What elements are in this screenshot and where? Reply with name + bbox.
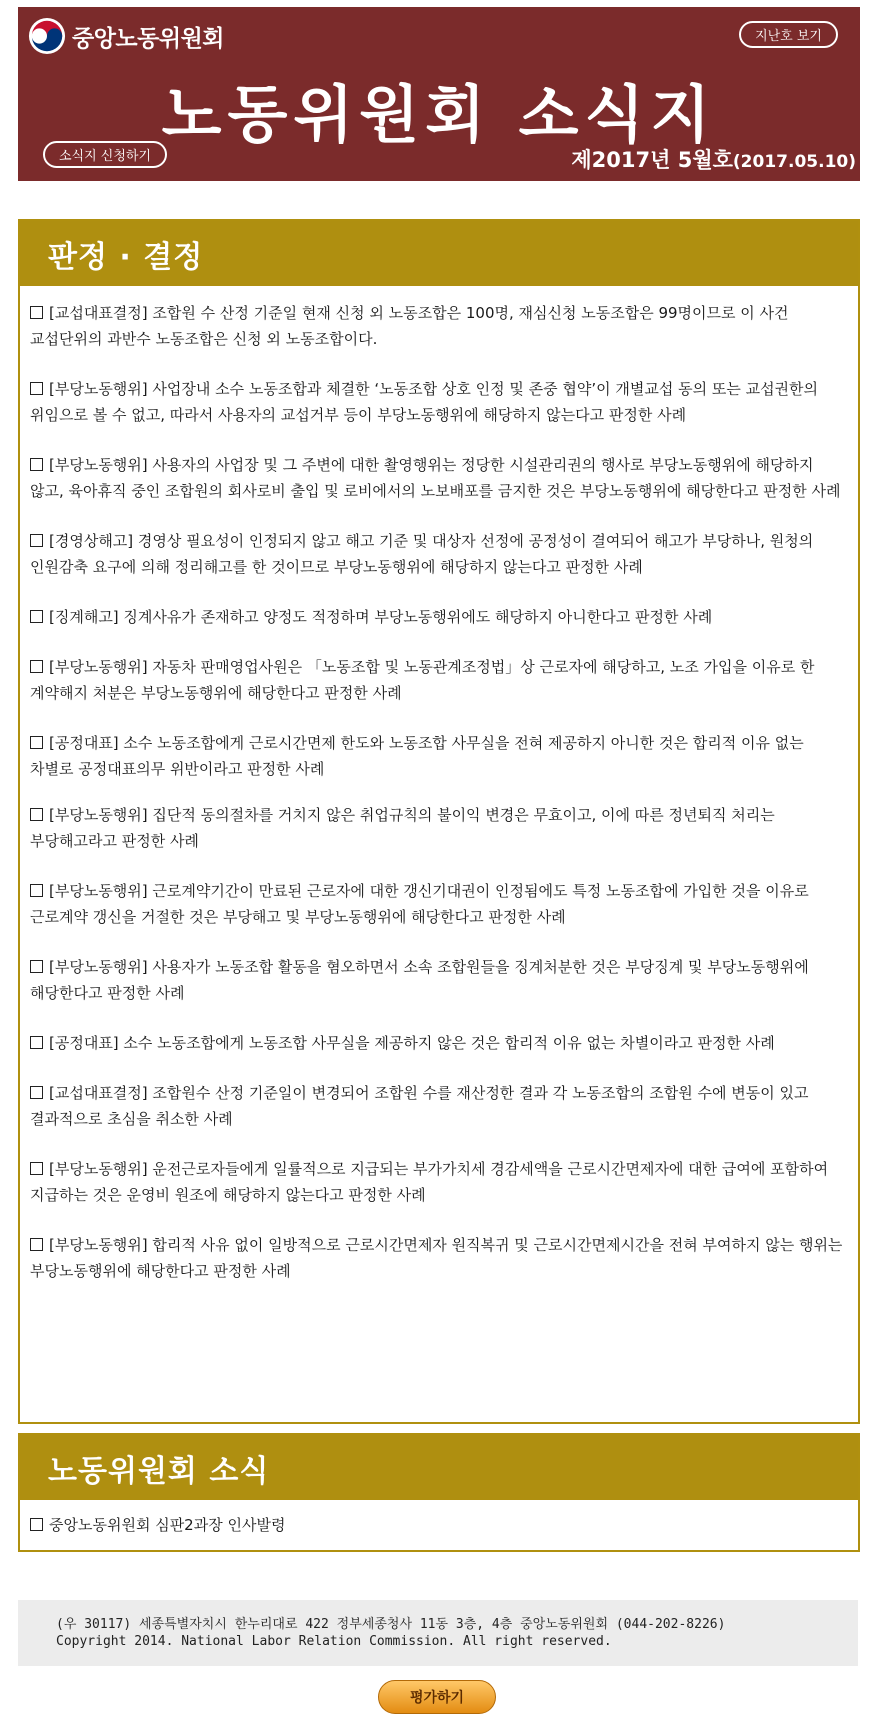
empty-square-icon (30, 306, 43, 319)
issue-date: (2017.05.10) (732, 152, 856, 172)
decision-text: [교섭대표결정] 조합원 수 산정 기준일 현재 신청 외 노동조합은 100명, 재심신청 노동조합은 99명이므로 이 사건 교섭단위의 과반수 노동조합은 신청 외 노동조합이다. (30, 304, 789, 348)
decision-item[interactable] (30, 452, 846, 504)
empty-square-icon (30, 1518, 43, 1531)
empty-square-icon (30, 458, 43, 471)
news-text: 중앙노동위원회 심판2과장 인사발령 (49, 1516, 286, 1534)
empty-square-icon (30, 1086, 43, 1099)
empty-square-icon (30, 960, 43, 973)
org-name: 중앙노동위원회 (72, 25, 225, 52)
decision-item[interactable] (30, 802, 846, 854)
decisions-section (18, 219, 860, 1424)
footer-address: (우 30117) 세종특별자치시 한누리대로 422 정부세종청사 11동 3층, 4층 중앙노동위원회 (044-202-8226) (56, 1617, 726, 1632)
decision-text: [공정대표] 소수 노동조합에게 근로시간면제 한도와 노동조합 사무실을 전혀 제공하지 아니한 것은 합리적 이유 없는 차별로 공정대표의무 위반이라고 판정한 사례 (30, 734, 804, 778)
decision-text: [징계해고] 징계사유가 존재하고 양정도 적정하며 부당노동행위에도 해당하지 아니한다고 판정한 사례 (49, 608, 713, 626)
decision-text: [부당노동행위] 근로계약기간이 만료된 근로자에 대한 갱신기대권이 인정됨에도 특정 노동조합에 가입한 것을 이유로 근로계약 갱신을 거절한 것은 부당해고 및 부당노동행위에 해당한다고 판정한 사례 (30, 882, 809, 926)
decision-item[interactable] (30, 604, 846, 630)
decision-text: [부당노동행위] 사용자의 사업장 및 그 주변에 대한 촬영행위는 정당한 시설관리권의 행사로 부당노동행위에 해당하지 않고, 육아휴직 중인 조합원의 회사로비 출입 및 로비에서의 노보배포를 금지한 것은 부당노동행위에 해당한다고 판정한 사례 (30, 456, 841, 500)
news-item[interactable] (30, 1512, 846, 1538)
decision-item[interactable] (30, 1232, 846, 1284)
org-logo[interactable] (28, 17, 224, 55)
empty-square-icon (30, 884, 43, 897)
footer-copyright: Copyright 2014. National Labor Relation Commission. All right reserved. (56, 1634, 612, 1649)
decision-item[interactable] (30, 1080, 846, 1132)
decision-text: [부당노동행위] 합리적 사유 없이 일방적으로 근로시간면제자 원직복귀 및 근로시간면제시간을 전혀 부여하지 않는 행위는 부당노동행위에 해당한다고 판정한 사례 (30, 1236, 843, 1280)
empty-square-icon (30, 1036, 43, 1049)
decision-text: [공정대표] 소수 노동조합에게 노동조합 사무실을 제공하지 않은 것은 합리적 이유 없는 차별이라고 판정한 사례 (49, 1034, 775, 1052)
rate-button[interactable]: 평가하기 (378, 1680, 496, 1714)
footer (18, 1600, 858, 1666)
decisions-list (20, 286, 858, 1284)
empty-square-icon (30, 808, 43, 821)
issue-info (571, 144, 856, 174)
news-list (20, 1500, 858, 1538)
issue-label: 제2017년 5월호 (571, 148, 733, 172)
past-issues-button[interactable]: 지난호 보기 (739, 21, 838, 48)
decisions-header (20, 221, 858, 286)
taegeuk-emblem-icon (28, 17, 66, 55)
empty-square-icon (30, 660, 43, 673)
decision-text: [부당노동행위] 집단적 동의절차를 거치지 않은 취업규칙의 불이익 변경은 무효이고, 이에 따른 정년퇴직 처리는 부당해고라고 판정한 사례 (30, 806, 775, 850)
decision-item[interactable] (30, 376, 846, 428)
newsletter-header (18, 7, 860, 181)
empty-square-icon (30, 1238, 43, 1251)
decision-text: [부당노동행위] 사용자가 노동조합 활동을 혐오하면서 소속 조합원들을 징계처분한 것은 부당징계 및 부당노동행위에 해당한다고 판정한 사례 (30, 958, 809, 1002)
news-header (20, 1435, 858, 1500)
decision-text: [부당노동행위] 자동차 판매영업사원은 「노동조합 및 노동관계조정법」상 근로자에 해당하고, 노조 가입을 이유로 한 계약해지 처분은 부당노동행위에 해당한다고 판정한 사례 (30, 658, 815, 702)
newsletter-title: 노동위원회 소식지 (161, 78, 717, 151)
decision-text: [부당노동행위] 운전근로자들에게 일률적으로 지급되는 부가가치세 경감세액을 근로시간면제자에 대한 급여에 포함하여 지급하는 것은 운영비 원조에 해당하지 않는다고 판정한 사례 (30, 1160, 829, 1204)
empty-square-icon (30, 1162, 43, 1175)
decision-item[interactable] (30, 1156, 846, 1208)
decision-item[interactable] (30, 300, 846, 352)
decision-text: [경영상해고] 경영상 필요성이 인정되지 않고 해고 기준 및 대상자 선정에 공정성이 결여되어 해고가 부당하나, 원청의 인원감축 요구에 의해 정리해고를 한 것이므로 부당노동행위에 해당하지 않는다고 판정한 사례 (30, 532, 814, 576)
empty-square-icon (30, 736, 43, 749)
empty-square-icon (30, 534, 43, 547)
decision-item[interactable] (30, 528, 846, 580)
decision-text: [부당노동행위] 사업장내 소수 노동조합과 체결한 ‘노동조합 상호 인정 및 존중 협약’이 개별교섭 동의 또는 교섭권한의 위임으로 볼 수 없고, 따라서 사용자의 교섭거부 등이 부당노동행위에 해당하지 않는다고 판정한 사례 (30, 380, 819, 424)
empty-square-icon (30, 610, 43, 623)
empty-square-icon (30, 382, 43, 395)
decision-item[interactable] (30, 654, 846, 706)
decision-item[interactable] (30, 878, 846, 930)
decision-text: [교섭대표결정] 조합원수 산정 기준일이 변경되어 조합원 수를 재산정한 결과 각 노동조합의 조합원 수에 변동이 있고 결과적으로 초심을 취소한 사례 (30, 1084, 809, 1128)
subscribe-button[interactable]: 소식지 신청하기 (43, 141, 167, 168)
decisions-title: 판정 · 결정 (48, 239, 204, 275)
decision-item[interactable] (30, 954, 846, 1006)
news-title: 노동위원회 소식 (48, 1453, 270, 1489)
news-section (18, 1433, 860, 1552)
decision-item[interactable] (30, 730, 846, 782)
decision-item[interactable] (30, 1030, 846, 1056)
